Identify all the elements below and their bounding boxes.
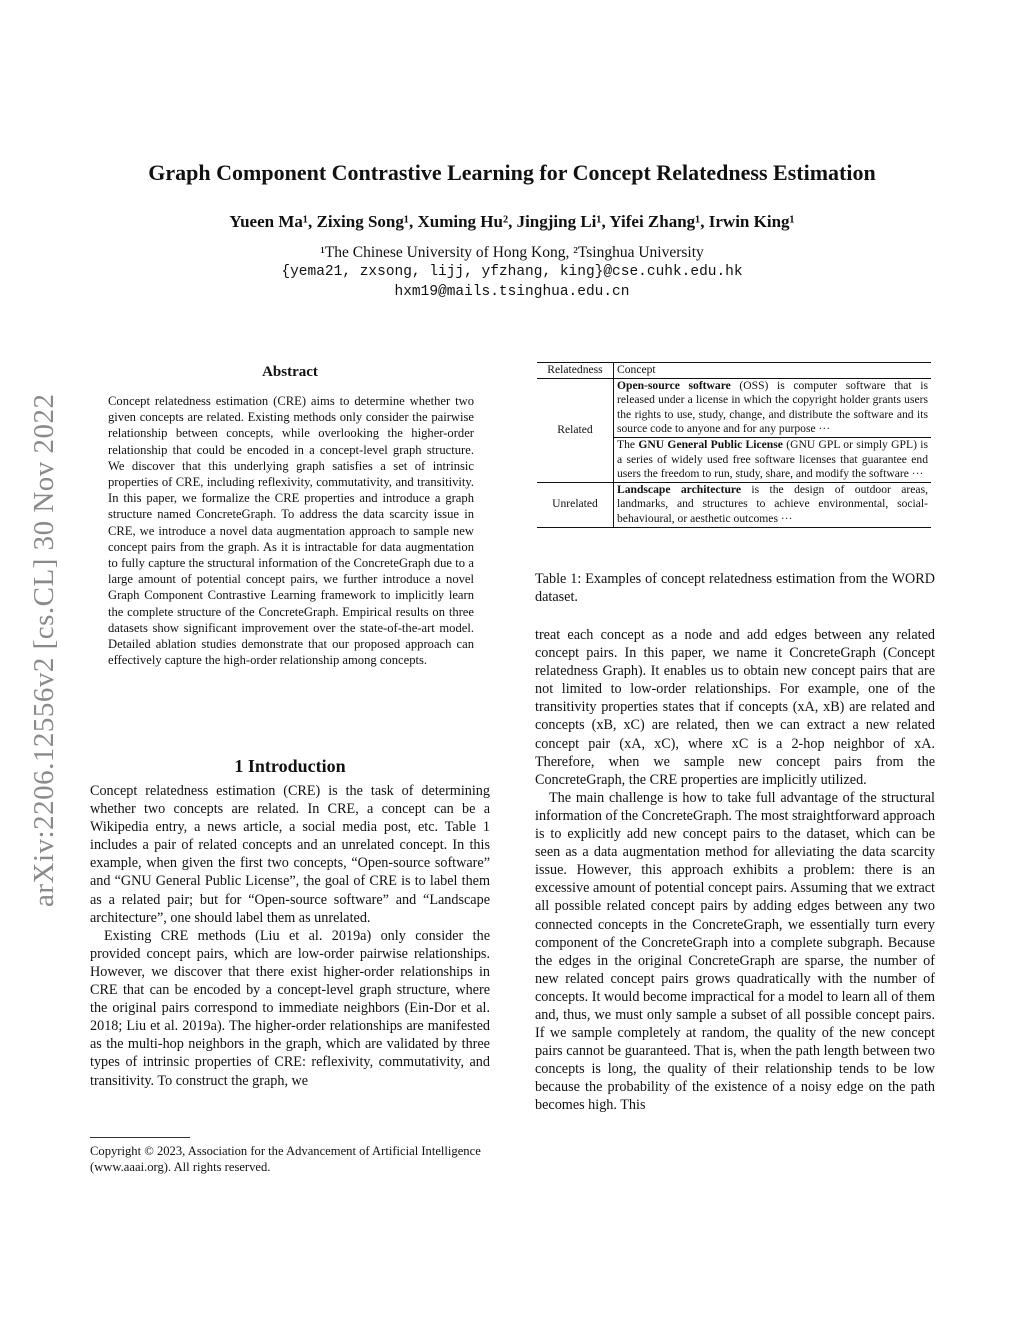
concept-title: Landscape architecture	[617, 482, 741, 496]
intro-paragraph-1: Concept relatedness estimation (CRE) is the task of determining whether two concepts are related. In CRE, a concept can be a Wikipedia entry, a news article, a social media post, etc. Table 1 includes a pair of related concepts and an unrelated concept. In this example, when given the first two concepts, “Open-source software” and “GNU General Public License”, the goal of CRE is to label them as a related pair; but for “Open-source software” and “Landscape architecture”, one should label them as unrelated.	[90, 783, 490, 926]
concept-title: GNU General Public License	[638, 437, 783, 451]
section-heading-introduction: 1 Introduction	[234, 756, 346, 776]
table-row	[537, 378, 931, 437]
arxiv-side-label: arXiv:2206.12556v2 [cs.CL] 30 Nov 2022	[28, 393, 60, 907]
abstract-heading: Abstract	[262, 364, 318, 380]
table-row	[537, 482, 931, 527]
header-relatedness: Relatedness	[537, 363, 614, 379]
concept-prefix: The	[617, 437, 639, 451]
right-paragraph-2: The main challenge is how to take full advantage of the structural information of the ConcreteGraph. The most straightforward approach is to explicitly add new concept pairs to the dataset, which can be seen as a data augmentation method for alleviating the data scarcity issue. However, this approach exhibits a problem: there is an excessive amount of potential concept pairs. Assuming that we extract all possible related concept pairs by adding edges between any two connected concepts in the ConcreteGraph, we essentially turn every component of the ConcreteGraph into a complete subgraph. Because the edges in the original ConcreteGraph are sparse, the number of new related concept pairs grows quadratically with the number of concepts. It would become impractical for a model to learn all of them and, thus, we must only sample a subset of all possible concept pairs. If we sample completely at random, the quality of the new concept pairs cannot be guaranteed. That is, when the path length between two concepts is long, the quality of their relationship tends to be low because the probability of the existence of a noisy edge on the path becomes high. This	[535, 789, 936, 1114]
footnote-rule	[90, 1137, 190, 1138]
concept-title: Open-source software	[617, 378, 731, 392]
table-header-row	[537, 363, 931, 379]
concept-cell-oss	[614, 378, 932, 437]
intro-body	[90, 782, 490, 1090]
author-list: Yueen Ma¹, Zixing Song¹, Xuming Hu², Jingjing Li¹, Yifei Zhang¹, Irwin King¹	[229, 212, 795, 231]
label-related: Related	[537, 378, 614, 482]
right-body	[535, 626, 935, 1115]
right-paragraph-1: treat each concept as a node and add edges between any related concept pairs. In this paper, we name it ConcreteGraph (Concept relatedness Graph). It enables us to obtain new concept pairs that are not limited to low-order relationships. For example, one of the transitivity properties states that if concepts (xA, xB) are related and concepts (xB, xC) are related, then we can extract a new related concept pair (xA, xC), where xC is a 2-hop neighbor of xA. Therefore, when we sample new concept pairs from the ConcreteGraph, the CRE properties are implicitly utilized.	[535, 627, 935, 788]
label-unrelated: Unrelated	[537, 482, 614, 527]
affiliation: ¹The Chinese University of Hong Kong, ²Tsinghua University	[320, 244, 704, 261]
header-concept: Concept	[614, 363, 932, 379]
copyright-footnote: Copyright © 2023, Association for the Advancement of Artificial Intelligence (www.aaai.org). All rights reserved.	[90, 1144, 481, 1174]
abstract-text: Concept relatedness estimation (CRE) aims to determine whether two given concepts are related. Existing methods only consider the pairwise relationship between concepts, while overlooking the higher-order relationship that could be encoded in a concept-level graph structure. We discover that this underlying graph satisfies a set of intrinsic properties of CRE, including reflexivity, commutativity, and transitivity. In this paper, we formalize the CRE properties and introduce a graph structure named ConcreteGraph. To address the data scarcity issue in CRE, we introduce a novel data augmentation approach to sample new concept pairs from the graph. As it is intractable for data augmentation to fully capture the structural information of the ConcreteGraph due to a large amount of potential concept pairs, we further introduce a novel Graph Component Contrastive Learning framework to implicitly learn the complete structure of the ConcreteGraph. Empirical results on three datasets show significant improvement over the state-of-the-art model. Detailed ablation studies demonstrate that our proposed approach can effectively capture the high-order relationship among concepts.	[108, 394, 474, 668]
concept-desc: (OSS) is computer software that is released under a license in which the copyright holder grants users the rights to use, study, change, and distribute the software and its source code to anyone and for any purpose ···	[617, 378, 928, 436]
examples-table	[537, 362, 931, 528]
concept-desc: is the design of outdoor areas, landmarks, and structures to achieve environmental, social-behavioural, or aesthetic outcomes ···	[617, 482, 928, 525]
paper-title: Graph Component Contrastive Learning for Concept Relatedness Estimation	[148, 160, 876, 185]
concept-cell-gpl	[614, 437, 932, 482]
concept-desc: (GNU GPL or simply GPL) is a series of widely used free software licenses that guarantee end users the freedom to run, study, share, and modify the software ···	[617, 437, 928, 481]
email-line-1: {yema21, zxsong, lijj, yfzhang, king}@cse.cuhk.edu.hk	[281, 264, 743, 280]
intro-paragraph-2: Existing CRE methods (Liu et al. 2019a) only consider the provided concept pairs, which are low-order pairwise relationships. However, we discover that there exist higher-order relationships in CRE that can be encoded by a concept-level graph structure, where the original pairs correspond to immediate neighbors (Ein-Dor et al. 2018; Liu et al. 2019a). The higher-order relationships are manifested as the multi-hop neighbors in the graph, which are validated by three types of intrinsic properties of CRE: reflexivity, commutativity, and transitivity. To construct the graph, we	[90, 927, 490, 1089]
concept-cell-landscape	[614, 482, 932, 527]
table-caption: Table 1: Examples of concept relatedness estimation from the WORD dataset.	[535, 571, 935, 606]
email-line-2: hxm19@mails.tsinghua.edu.cn	[394, 284, 630, 300]
